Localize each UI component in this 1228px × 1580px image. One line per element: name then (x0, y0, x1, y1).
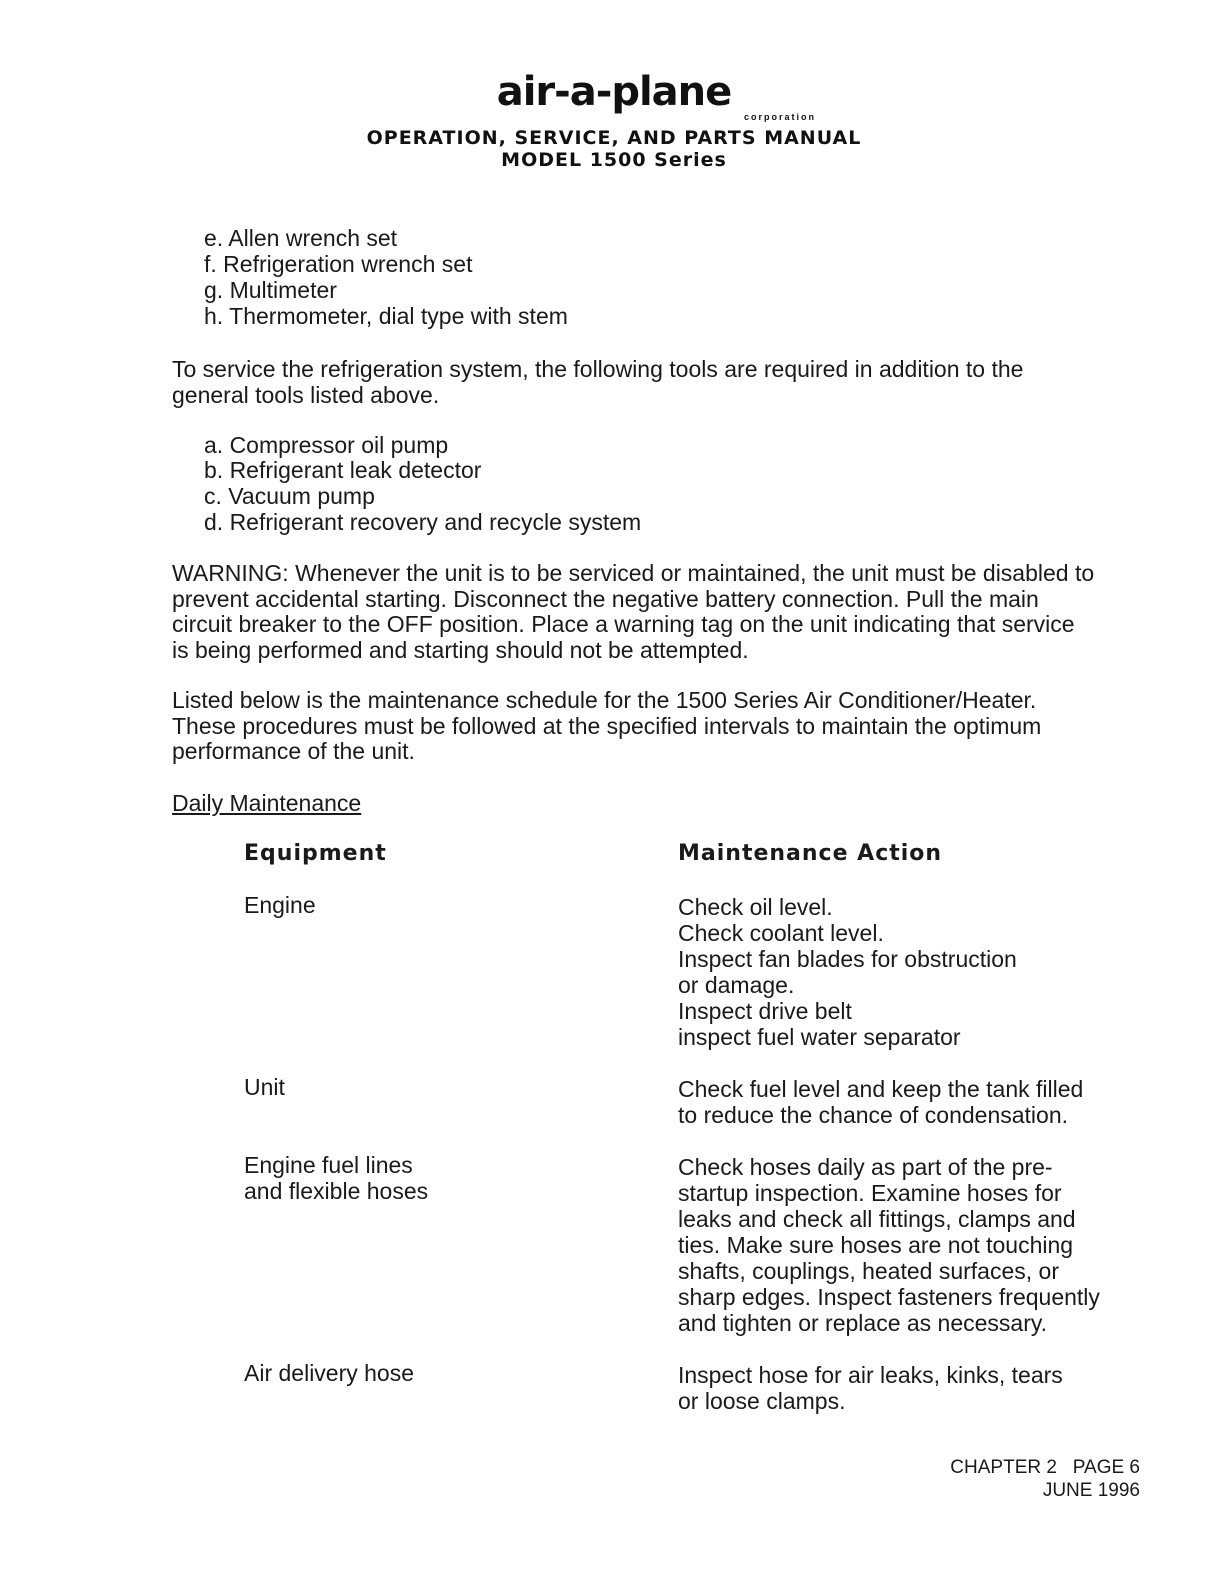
table-row-equipment (244, 892, 316, 918)
column-header-action: Maintenance Action (678, 841, 943, 866)
action-line: Inspect fan blades for obstruction (678, 946, 1017, 972)
action-line: leaks and check all fittings, clamps and (678, 1206, 1076, 1232)
paragraph-line: is being performed and starting should not be attempted. (172, 636, 749, 663)
table-row-action (678, 1362, 1063, 1414)
equipment-line: Engine fuel lines (244, 1152, 413, 1178)
action-line: shafts, couplings, heated surfaces, or (678, 1258, 1059, 1284)
paragraph-line: These procedures must be followed at the specified intervals to maintain the optimum (172, 712, 1042, 739)
column-header-equipment: Equipment (244, 841, 387, 866)
list-item: a. Compressor oil pump (204, 432, 449, 458)
table-row-equipment (244, 1152, 428, 1204)
page-footer-date: JUNE 1996 (1042, 1480, 1140, 1501)
company-logo-subtext: corporation (744, 112, 817, 122)
action-line: or damage. (678, 972, 795, 998)
list-item: d. Refrigerant recovery and recycle system (204, 509, 642, 535)
list-item: c. Vacuum pump (204, 483, 375, 509)
list-item: b. Refrigerant leak detector (204, 457, 482, 483)
list-item: h. Thermometer, dial type with stem (204, 303, 568, 329)
paragraph-line: WARNING: Whenever the unit is to be serviced or maintained, the unit must be disabled to (172, 560, 1095, 586)
table-row-action (678, 894, 1017, 1050)
paragraph-line: circuit breaker to the OFF position. Place a warning tag on the unit indicating that service (172, 611, 1075, 637)
list-item: g. Multimeter (204, 277, 337, 303)
action-line: Check coolant level. (678, 920, 884, 946)
warning-paragraph (172, 561, 1152, 663)
paragraph-line: general tools listed above. (172, 381, 440, 408)
action-line: ties. Make sure hoses are not touching (678, 1232, 1074, 1258)
action-line: Check fuel level and keep the tank filled (678, 1076, 1084, 1102)
list-item: e. Allen wrench set (204, 225, 398, 251)
list-item: f. Refrigeration wrench set (204, 251, 473, 277)
schedule-intro-paragraph (172, 688, 1152, 765)
action-line: Inspect hose for air leaks, kinks, tears (678, 1362, 1063, 1388)
action-line: sharp edges. Inspect fasteners frequently (678, 1284, 1100, 1310)
action-line: startup inspection. Examine hoses for (678, 1180, 1062, 1206)
manual-model: MODEL 1500 Series (501, 149, 727, 171)
equipment-line: Air delivery hose (244, 1360, 415, 1386)
page-footer-chapter: CHAPTER 2 PAGE 6 (950, 1457, 1140, 1478)
action-line: Inspect drive belt (678, 998, 852, 1024)
equipment-line: Engine (244, 892, 316, 918)
table-row-action (678, 1076, 1083, 1128)
action-line: and tighten or replace as necessary. (678, 1310, 1048, 1336)
paragraph-line: prevent accidental starting. Disconnect the negative battery connection. Pull the main (172, 585, 1039, 612)
daily-maintenance-heading: Daily Maintenance (172, 790, 362, 816)
action-line: Check hoses daily as part of the pre- (678, 1154, 1053, 1180)
manual-title: OPERATION, SERVICE, AND PARTS MANUAL (366, 127, 862, 149)
action-line: or loose clamps. (678, 1388, 846, 1414)
paragraph-line: performance of the unit. (172, 738, 415, 764)
action-line: Check oil level. (678, 894, 833, 920)
company-logo: air-a-plane (496, 69, 732, 115)
table-row-action (678, 1154, 1100, 1336)
refrigeration-intro-paragraph (172, 357, 1152, 408)
equipment-line: and flexible hoses (244, 1178, 429, 1204)
equipment-line: Unit (244, 1074, 285, 1100)
paragraph-line: Listed below is the maintenance schedule for the 1500 Series Air Conditioner/Heater. (172, 687, 1037, 713)
action-line: inspect fuel water separator (678, 1024, 961, 1050)
table-row-equipment (244, 1074, 285, 1100)
paragraph-line: To service the refrigeration system, the following tools are required in addition to the (172, 356, 1024, 382)
action-line: to reduce the chance of condensation. (678, 1102, 1069, 1128)
table-row-equipment (244, 1360, 414, 1386)
